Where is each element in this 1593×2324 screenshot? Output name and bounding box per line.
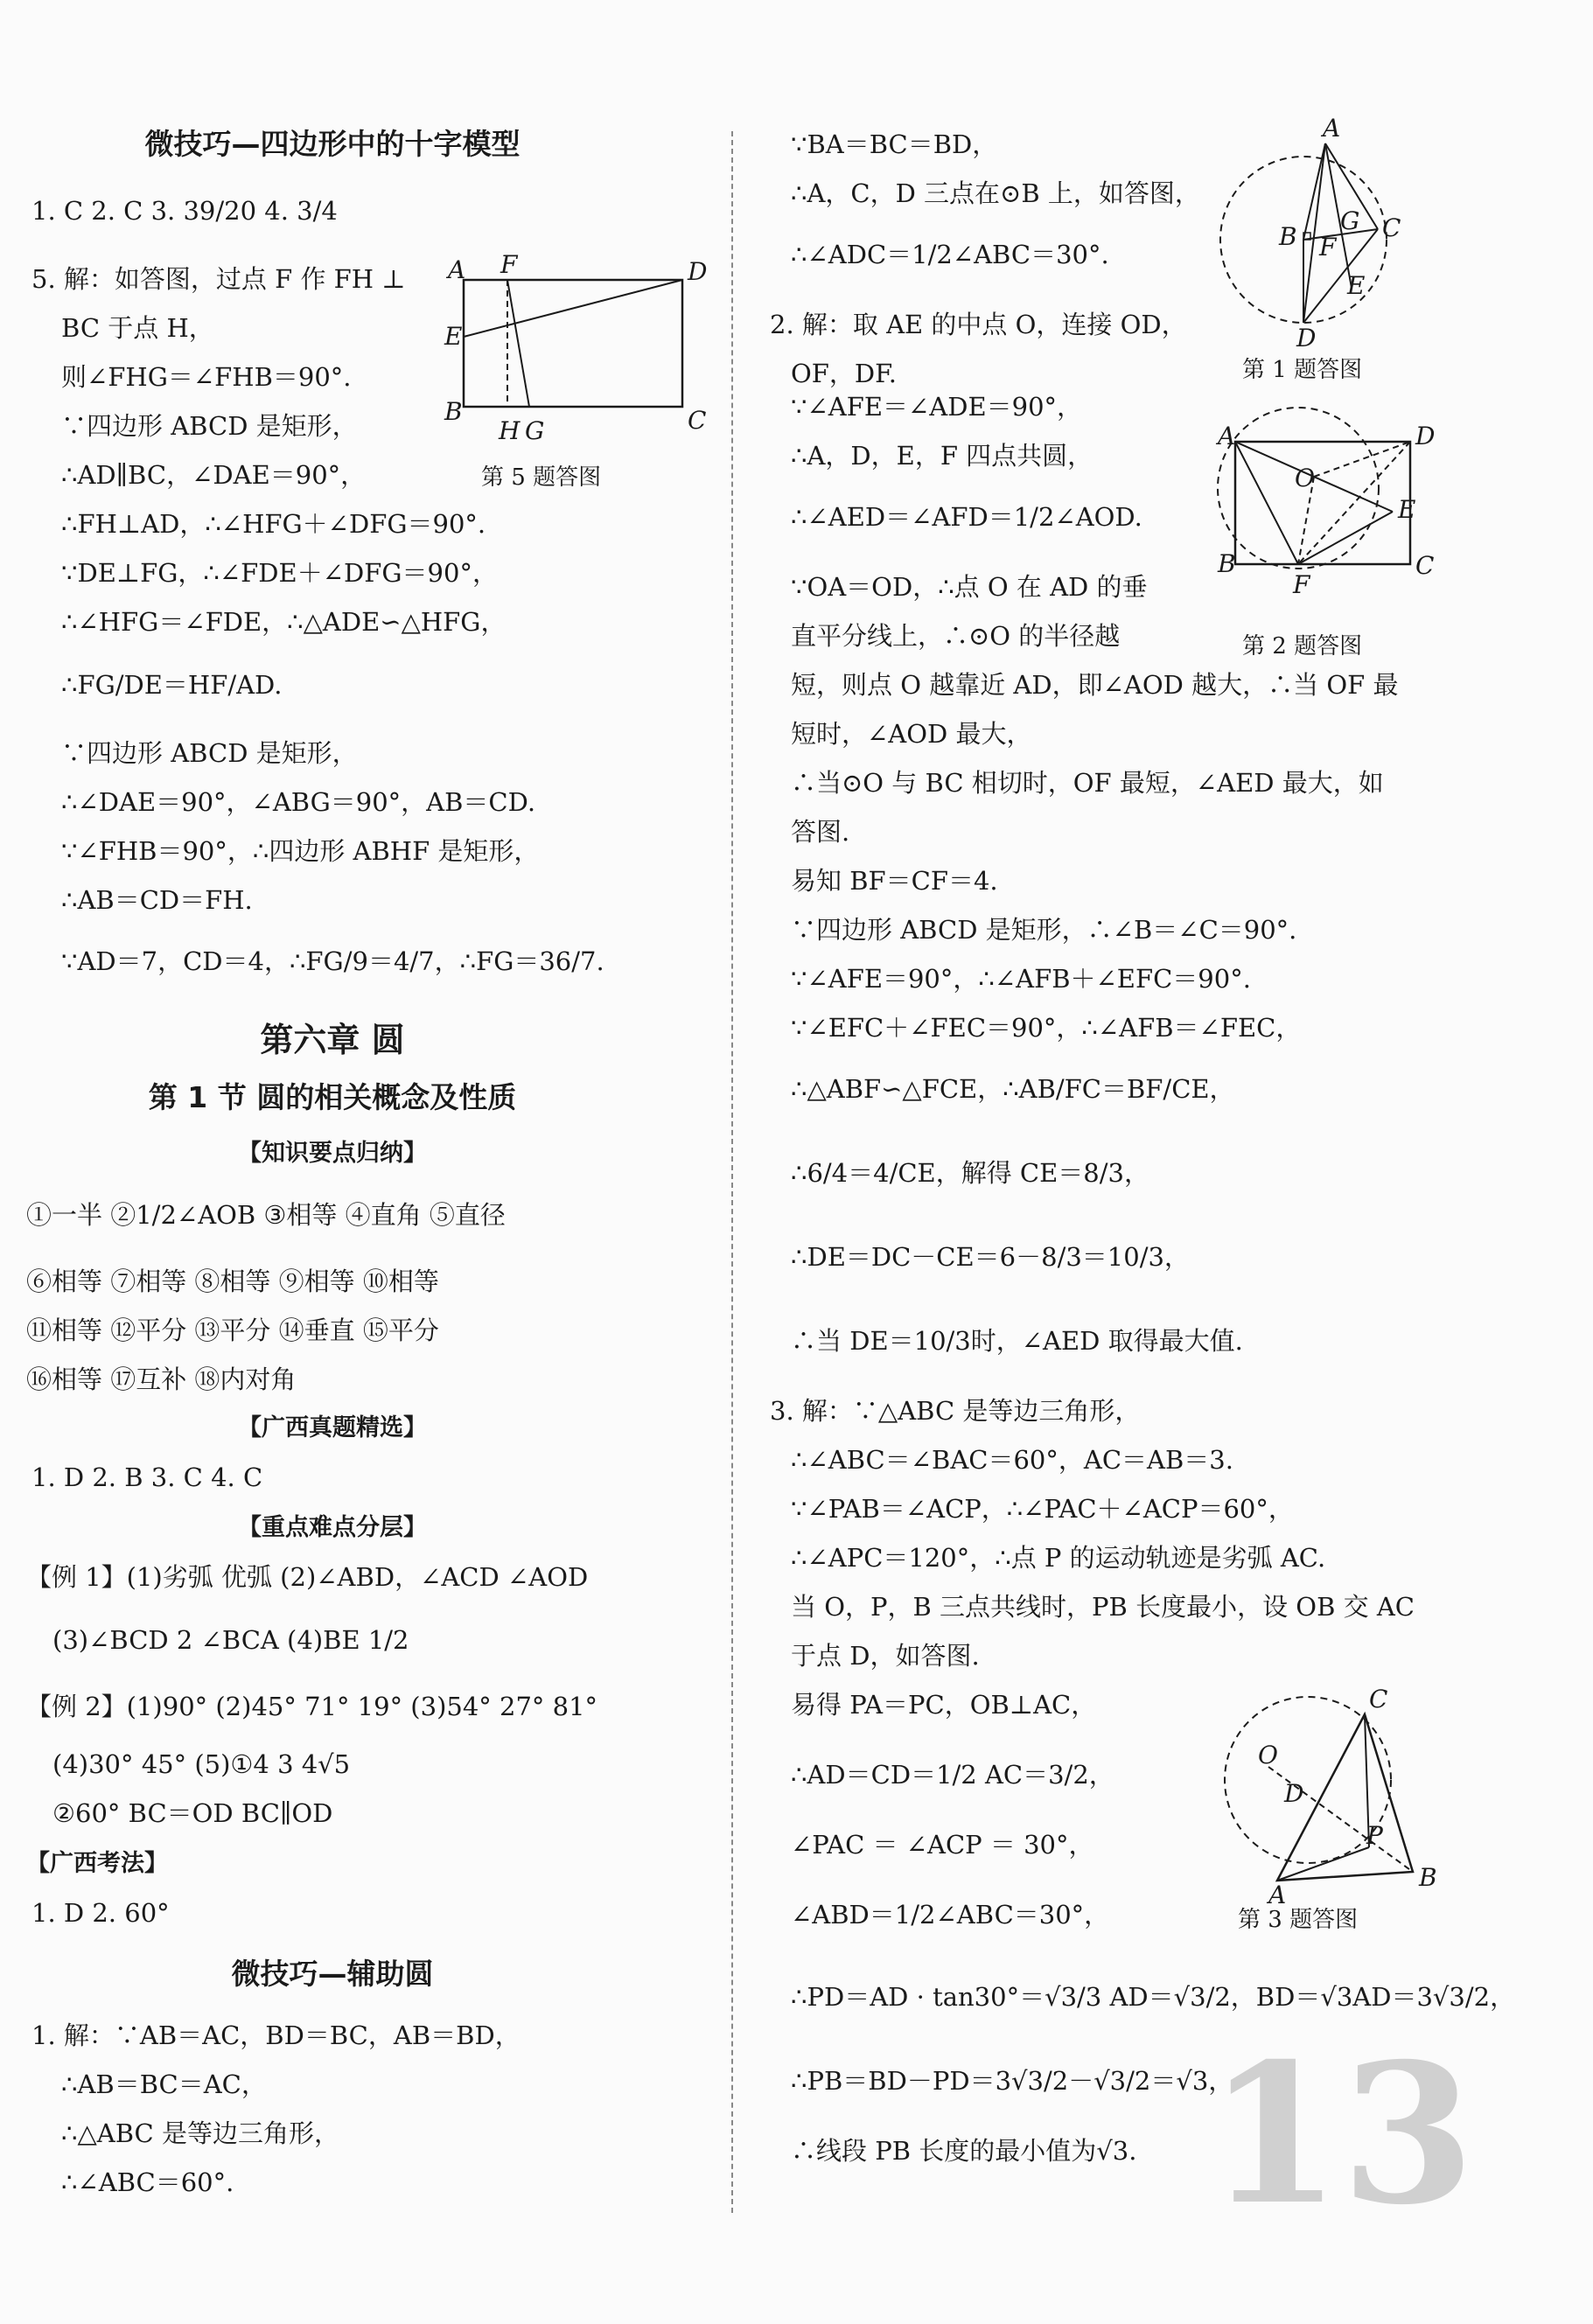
- example-line: 【例 2】(1)90° (2)45° 71° 19° (3)54° 27° 81°: [26, 1692, 598, 1721]
- svg-text:B: B: [444, 397, 463, 426]
- answer-line: ∠PAC ＝ ∠ACP ＝ 30°，: [791, 1830, 1094, 1860]
- svg-text:D: D: [1415, 422, 1436, 450]
- answer-line: ∴∠DAE＝90°，∠ABG＝90°，AB＝CD.: [61, 787, 536, 817]
- answer-line: 5. 解：如答图，过点 F 作 FH ⊥: [31, 264, 406, 294]
- svg-text:A: A: [1323, 114, 1341, 143]
- answer-line: ∴AD∥BC，∠DAE＝90°，: [61, 460, 367, 490]
- answer-line: ∴6/4＝4/CE，解得 CE＝8/3，: [791, 1158, 1149, 1188]
- answer-line: 易得 PA＝PC，OB⊥AC，: [791, 1690, 1097, 1720]
- answer-line: ∵∠AFE＝∠ADE＝90°，: [791, 392, 1083, 422]
- svg-text:A: A: [1268, 1881, 1287, 1909]
- answer-line: ∵四边形 ABCD 是矩形，: [61, 738, 358, 768]
- answer-line: ∵∠PAB＝∠ACP，∴∠PAC＋∠ACP＝60°，: [791, 1494, 1294, 1524]
- answer-line: ∴AB＝CD＝FH.: [61, 885, 253, 915]
- column-divider: [731, 131, 733, 2213]
- svg-text:C: C: [1415, 551, 1435, 580]
- answer-line: ∴△ABC 是等边三角形，: [61, 2118, 339, 2148]
- answer-line: ∴∠HFG＝∠FDE，∴△ADE∽△HFG，: [61, 607, 507, 637]
- knowledge-line: ⑪相等 ⑫平分 ⑬平分 ⑭垂直 ⑮平分: [26, 1316, 439, 1345]
- svg-text:B: B: [1218, 549, 1236, 578]
- figure-3-circle-triangle: [1233, 1685, 1443, 1909]
- chapter-title: 第六章 圆: [260, 1021, 405, 1059]
- answer-line: 1. C 2. C 3. 39/20 4. 3/4: [31, 196, 338, 226]
- svg-text:D: D: [688, 257, 708, 286]
- figure-1-circle: [1216, 114, 1435, 352]
- subsection-guangxi-method: 【广西考法】: [26, 1850, 168, 1877]
- example-line: (4)30° 45° (5)①4 3 4√5: [52, 1749, 351, 1779]
- subsection-guangxi-real: 【广西真题精选】: [238, 1414, 427, 1441]
- svg-text:A: A: [448, 255, 466, 284]
- figure-5-rectangle: [437, 250, 726, 455]
- answer-line: 答图.: [791, 817, 850, 847]
- answer-line: 则∠FHG＝∠FHB＝90°.: [61, 362, 352, 392]
- svg-text:F: F: [500, 250, 518, 279]
- answer-line: ∴当⊙O 与 BC 相切时，OF 最短，∠AED 最大，如: [791, 768, 1384, 798]
- figure-1-caption: 第 1 题答图: [1242, 357, 1363, 383]
- answer-line: ∴当 DE＝10/3时，∠AED 取得最大值.: [791, 1326, 1243, 1356]
- answer-line: ∴∠ABC＝60°.: [61, 2167, 234, 2197]
- answer-line: 短，则点 O 越靠近 AD，即∠AOD 越大，∴当 OF 最: [791, 670, 1399, 700]
- answer-line: ∵DE⊥FG，∴∠FDE＋∠DFG＝90°，: [61, 558, 498, 588]
- svg-text:B: B: [1419, 1863, 1437, 1892]
- answer-line: ∴PB＝BD－PD＝3√3/2－√3/2＝√3，: [791, 2066, 1234, 2096]
- answer-line: ∴A，D，E，F 四点共圆，: [791, 441, 1093, 471]
- svg-text:C: C: [1382, 213, 1401, 242]
- example-line: 【例 1】(1)劣弧 优弧 (2)∠ABD，∠ACD ∠AOD: [26, 1562, 589, 1592]
- page-number: 13: [1207, 2020, 1476, 2247]
- section-title-cross-model: 微技巧—四边形中的十字模型: [144, 127, 521, 161]
- knowledge-line: ①一半 ②1/2∠AOB ③相等 ④直角 ⑤直径: [26, 1200, 506, 1230]
- knowledge-line: ⑯相等 ⑰互补 ⑱内对角: [26, 1364, 297, 1394]
- answer-line: ∴线段 PB 长度的最小值为√3.: [791, 2136, 1137, 2166]
- svg-text:O: O: [1295, 464, 1315, 492]
- svg-text:H: H: [499, 416, 521, 445]
- section-title-aux-circle: 微技巧—辅助圆: [231, 1957, 434, 1991]
- answer-line: 于点 D，如答图.: [791, 1641, 980, 1671]
- figure-2-caption: 第 2 题答图: [1242, 633, 1363, 660]
- answer-line: ∴FG/DE＝HF/AD.: [61, 670, 283, 700]
- svg-text:C: C: [1369, 1685, 1388, 1713]
- answer-line: ∵四边形 ABCD 是矩形，∴∠B＝∠C＝90°.: [791, 915, 1297, 945]
- svg-text:D: D: [1296, 324, 1317, 352]
- answer-line: ∴DE＝DC－CE＝6－8/3＝10/3，: [791, 1242, 1190, 1272]
- svg-text:O: O: [1258, 1741, 1278, 1769]
- answer-line: ∵BA＝BC＝BD，: [791, 129, 998, 159]
- answer-line: ∴FH⊥AD，∴∠HFG＋∠DFG＝90°.: [61, 509, 486, 539]
- knowledge-line: ⑥相等 ⑦相等 ⑧相等 ⑨相等 ⑩相等: [26, 1267, 439, 1296]
- answer-line: 1. D 2. B 3. C 4. C: [31, 1462, 263, 1492]
- svg-text:D: D: [1284, 1779, 1304, 1808]
- svg-text:P: P: [1366, 1821, 1383, 1850]
- figure-5-caption: 第 5 题答图: [481, 464, 602, 491]
- answer-line: ∴∠ABC＝∠BAC＝60°，AC＝AB＝3.: [791, 1445, 1233, 1475]
- answer-line: ∴∠ADC＝1/2∠ABC＝30°.: [791, 240, 1109, 269]
- figure-3-caption: 第 3 题答图: [1238, 1907, 1359, 1933]
- answer-line: ∵∠EFC＋∠FEC＝90°，∴∠AFB＝∠FEC，: [791, 1013, 1302, 1043]
- answer-line: ∴AD＝CD＝1/2 AC＝3/2，: [791, 1760, 1114, 1790]
- answer-line: ∴∠AED＝∠AFD＝1/2∠AOD.: [791, 502, 1142, 532]
- example-line: (3)∠BCD 2 ∠BCA (4)BE 1/2: [52, 1625, 409, 1655]
- svg-text:A: A: [1218, 422, 1236, 450]
- svg-text:G: G: [1340, 206, 1360, 235]
- svg-text:E: E: [444, 322, 463, 351]
- answer-line: 当 O，P，B 三点共线时，PB 长度最小，设 OB 交 AC: [791, 1592, 1415, 1622]
- subsection-knowledge: 【知识要点归纳】: [238, 1140, 427, 1167]
- figure-2-circle-rectangle: [1218, 402, 1436, 604]
- answer-line: ∴PD＝AD · tan30°＝√3/3 AD＝√3/2，BD＝√3AD＝3√3/2，: [791, 1982, 1516, 2012]
- svg-text:E: E: [1398, 495, 1416, 524]
- answer-line: ∵OA＝OD，∴点 O 在 AD 的垂: [791, 572, 1148, 602]
- svg-text:C: C: [688, 406, 707, 435]
- svg-text:B: B: [1279, 222, 1297, 251]
- answer-line: 直平分线上，∴⊙O 的半径越: [791, 621, 1121, 651]
- subsection-key-points: 【重点难点分层】: [238, 1514, 427, 1541]
- answer-line: ∴AB＝BC＝AC，: [61, 2069, 267, 2099]
- answer-line: ∵∠AFE＝90°，∴∠AFB＋∠EFC＝90°.: [791, 964, 1251, 994]
- answer-line: 短时，∠AOD 最大，: [791, 719, 1032, 749]
- answer-line: 3. 解：∵△ABC 是等边三角形，: [770, 1396, 1141, 1426]
- svg-text:F: F: [1319, 233, 1337, 262]
- answer-line: ∠ABD＝1/2∠ABC＝30°，: [791, 1900, 1110, 1930]
- answer-line: 易知 BF＝CF＝4.: [791, 866, 998, 896]
- answer-line: ∴A，C，D 三点在⊙B 上，如答图，: [791, 178, 1200, 208]
- answer-line: ∵四边形 ABCD 是矩形，: [61, 411, 358, 441]
- answer-line: ∴△ABF∽△FCE，∴AB/FC＝BF/CE，: [791, 1074, 1235, 1104]
- answer-line: 1. 解：∵AB＝AC，BD＝BC，AB＝BD，: [31, 2020, 521, 2050]
- answer-line: ∵∠FHB＝90°，∴四边形 ABHF 是矩形，: [61, 836, 540, 866]
- svg-text:E: E: [1347, 271, 1366, 300]
- answer-line: 1. D 2. 60°: [31, 1898, 170, 1928]
- answer-line: ∵AD＝7，CD＝4，∴FG/9＝4/7，∴FG＝36/7.: [61, 946, 604, 976]
- svg-text:F: F: [1293, 570, 1310, 599]
- answer-line: ∴∠APC＝120°，∴点 P 的运动轨迹是劣弧 AC.: [791, 1543, 1326, 1573]
- svg-text:G: G: [525, 416, 545, 445]
- section-title-circle: 第 1 节 圆的相关概念及性质: [148, 1080, 517, 1114]
- example-line: ②60° BC＝OD BC∥OD: [52, 1798, 333, 1828]
- answer-line: 2. 解：取 AE 的中点 O，连接 OD，: [770, 310, 1187, 339]
- answer-line: BC 于点 H，: [61, 313, 214, 343]
- answer-line: OF，DF.: [791, 359, 897, 388]
